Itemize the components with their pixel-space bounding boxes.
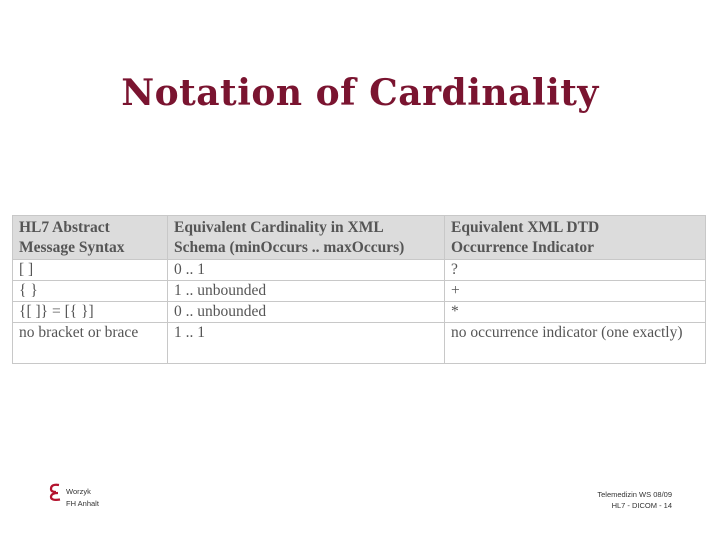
footer-course: Telemedizin WS 08/09 [597,490,672,499]
table-cell: 1 .. unbounded [168,281,445,302]
table-row [13,302,706,323]
table-row [13,281,706,302]
header-xml-schema-line1: Equivalent Cardinality in XML [174,219,384,236]
table-cell: * [445,302,706,323]
footer-institution: FH Anhalt [66,499,99,508]
footer-author [48,486,99,510]
table-cell: {[ ]} = [{ }] [13,302,168,323]
table-cell: ? [445,260,706,281]
cardinality-table [12,215,706,364]
footer-author-name: Worzyk [66,487,91,496]
table-cell: no occurrence indicator (one exactly) [445,323,706,364]
header-hl7-syntax [13,216,168,260]
table-cell: 1 .. 1 [168,323,445,364]
slide-title: Notation of Cardinality [121,72,599,114]
fh-anhalt-logo-icon [48,482,62,502]
table-cell: no bracket or brace [13,323,168,364]
table-cell: [ ] [13,260,168,281]
header-hl7-syntax-line2: Message Syntax [19,239,125,256]
table-row [13,323,706,364]
table-cell: { } [13,281,168,302]
footer-page-number: HL7 - DICOM - 14 [611,501,672,510]
table-row [13,260,706,281]
header-xml-schema-line2: Schema (minOccurs .. maxOccurs) [174,239,405,256]
table-header-row [13,216,706,260]
header-dtd-indicator-line1: Equivalent XML DTD [451,219,600,236]
header-dtd-indicator [445,216,706,260]
table-cell: 0 .. 1 [168,260,445,281]
footer-course-info [597,489,672,511]
table-cell: + [445,281,706,302]
header-dtd-indicator-line2: Occurrence Indicator [451,239,595,256]
table-cell: 0 .. unbounded [168,302,445,323]
header-xml-schema [168,216,445,260]
header-hl7-syntax-line1: HL7 Abstract [19,219,110,236]
